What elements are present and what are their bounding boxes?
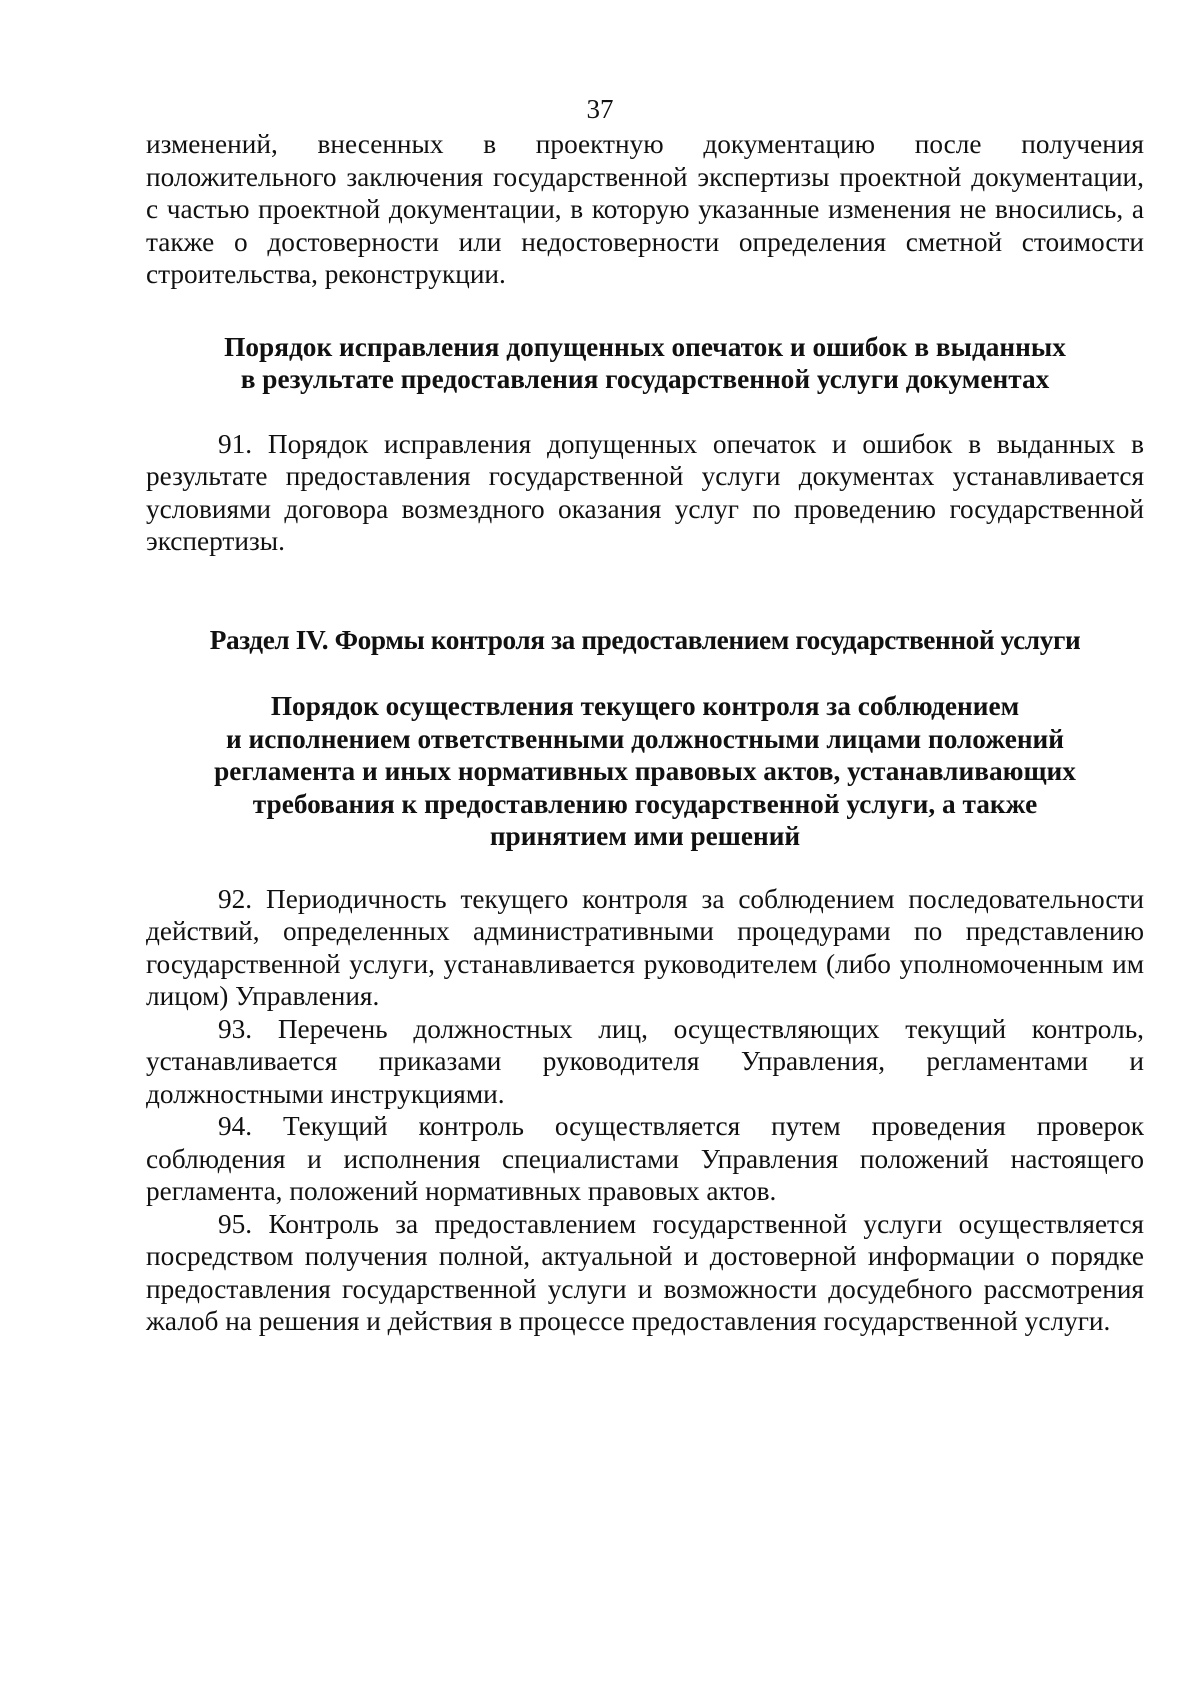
subsection-heading-typo-correction — [146, 331, 1144, 396]
intro-paragraph: изменений, внесенных в проектную документацию после получения положительного заключения государственной экспертизы проектной документации, с частью проектной документации, в которую указанные изменения не вносились, а также о достоверности или недостоверности определения сметной стоимости строительства, реконструкции. — [146, 129, 1144, 289]
subsection-heading-current-control — [146, 690, 1144, 853]
paragraph-91: 91. Порядок исправления допущенных опечаток и ошибок в выданных в результате предоставления государственной услуги документах устанавливается условиями договора возмездного оказания услуг по проведению государственной экспертизы. — [146, 428, 1144, 556]
paragraph-94: 94. Текущий контроль осуществляется путем проведения проверок соблюдения и исполнения специалистами Управления положений настоящего регламента, положений нормативных правовых актов. — [146, 1111, 1144, 1206]
page-content — [146, 128, 1144, 1338]
paragraph-92: 92. Периодичность текущего контроля за соблюдением последовательности действий, определенных административными процедурами по представлению государственной услуги, устанавливается руководителем (либо уполномоченным им лицом) Управления. — [146, 883, 1144, 1011]
heading-line: Порядок исправления допущенных опечаток и ошибок в выданных — [224, 331, 1066, 362]
heading-line: требования к предоставлению государственной услуги, а также — [252, 788, 1038, 819]
paragraph-95: 95. Контроль за предоставлением государственной услуги осуществляется посредством получения полной, актуальной и достоверной информации о порядке предоставления государственной услуги и возможности досудебного рассмотрения жалоб на решения и действия в процессе предоставления государственной услуги. — [146, 1208, 1144, 1336]
heading-line: Порядок осуществления текущего контроля за соблюдением — [270, 691, 1020, 721]
heading-line: в результате предоставления государственной услуги документах — [240, 364, 1050, 394]
heading-line: и исполнением ответственными должностными лицами положений — [225, 723, 1065, 754]
section-heading: Раздел IV. Формы контроля за предоставлением государственной услуги — [209, 624, 1081, 655]
paragraph-93: 93. Перечень должностных лиц, осуществляющих текущий контроль, устанавливается приказами руководителя Управления, регламентами и должностными инструкциями. — [146, 1013, 1144, 1109]
heading-line: принятием ими решений — [489, 821, 801, 851]
page-number: 37 — [586, 94, 614, 124]
heading-line: регламента и иных нормативных правовых актов, устанавливающих — [214, 756, 1076, 786]
